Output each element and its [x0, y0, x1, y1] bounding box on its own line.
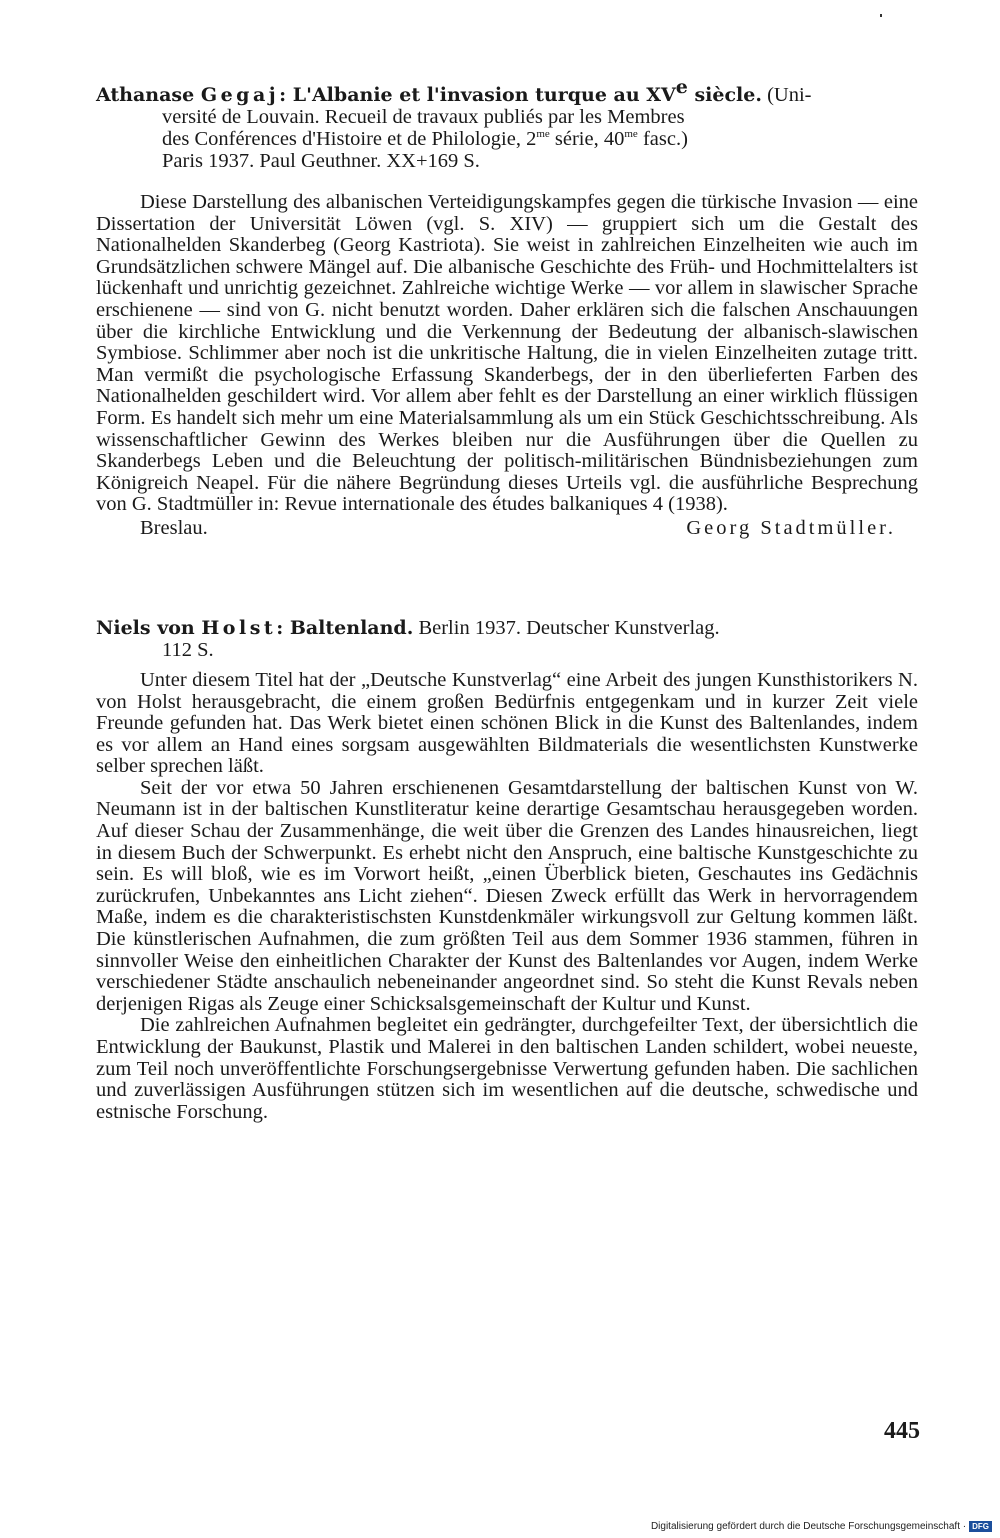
entry1-author: Athanase	[96, 84, 201, 106]
page-content	[96, 76, 918, 1123]
entry1-review	[96, 192, 918, 516]
entry2-paragraph-3: Die zahlreichen Aufnahmen begleitet ein gedrängter, durchgefeilter Text, der übersichtlich die Entwicklung der Baukunst, Plastik und Malerei in den baltischen Landen schildert, wobei neueste, zum Teil noch unveröffentlichte Forschungsergebnisse Verwertung gefunden haben. Die sachlichen und zuverlässigen Ausführungen stützen sich im wesentlichen auf die deutsche, schwedische und estnische Forschung.	[96, 1014, 918, 1123]
entry1-signature	[96, 517, 918, 539]
entry1-title: : L'Albanie et l'invasion turque au XV	[279, 84, 676, 106]
entry2-author-surname: Holst	[201, 616, 277, 639]
entry2-paragraph-1: Unter diesem Titel hat der „Deutsche Kunstverlag“ eine Arbeit des jungen Kunsthistorikers N. von Holst herausgebracht, die einem großen Bedürfnis entgegenkam und in kurzer Zeit viele Freunde gefunden hat. Das Werk bietet einen schönen Blick in die Kunst des Baltenlandes, indem es vor allem an Hand eines sorgsam ausgewählten Bildmaterials die wesentlichsten Kunstwerke selber sprechen läßt.	[96, 668, 918, 778]
entry1-pub-line3-b: série, 40	[549, 128, 625, 150]
entry1-author-surname: Gegaj	[200, 84, 280, 106]
entry2-pub-line1: Berlin 1937. Deutscher Kunstverlag.	[413, 616, 720, 639]
footer-text: Digitalisierung gefördert durch die Deutsche Forschungsgemeinschaft ·	[650, 1521, 967, 1532]
entry1-title-sup: e	[675, 76, 688, 99]
entry1-pub-line3-c: fasc.)	[637, 128, 688, 150]
entry2-title: : Baltenland.	[276, 616, 414, 639]
page-number: 445	[884, 1418, 920, 1444]
entry2-author: Niels von	[96, 616, 202, 639]
entry1-paragraph: Diese Darstellung des albanischen Verteidigungskampfes gegen die türkische Invasion — eine Dissertation der Universität Löwen (vgl. S. XIV) — gruppiert sich um die Gestalt des Nationalhelden Skanderbeg (Georg Kastriota). Sie weist in zahlreichen Einzelheiten wie auch im Grundsätzlichen schwere Mängel auf. Die albanische Geschichte des Früh- und Hochmittelalters ist lückenhaft und unrichtig gezeichnet. Zahlreiche wichtige Werke — vor allem in slawischer Sprache erschienene — sind von G. nicht benutzt worden. Daher erklären sich die falschen Anschauungen über die kirchliche Entwicklung und die Verkennung der Bedeutung der albanisch-slawischen Symbiose. Schlimmer aber noch ist die unkritische Haltung, die in vielen Einzelheiten zutage tritt. Man vermißt die psychologische Erfassung Skanderbegs, der in den überlieferten Farben des Nationalhelden geschildert wird. Vor allem aber fehlt es der Darstellung an einer wirklich flüssigen Form. Es handelt sich mehr um eine Materialsammlung als um ein Stück Geschichtsschreibung. Als wissenschaftlicher Gewinn des Werkes bleiben nur die Ausführungen über die Quellen zu Skanderbegs Leben und die Beleuchtung der politisch-militärischen Bündnisbeziehungen zum Königreich Neapel. Für die nähere Begründung dieses Urteils vgl. die ausführliche Besprechung von G. Stadtmüller in: Revue internationale des études balkaniques 4 (1938).	[96, 191, 918, 516]
entry1-pub-line2: versité de Louvain. Recueil de travaux publiés par les Membres	[162, 106, 685, 128]
entry2-review	[96, 670, 918, 1123]
entry1-pub-line3-sup: me	[536, 128, 550, 141]
entry2-heading	[96, 617, 918, 661]
entry1-place: Breslau.	[140, 516, 208, 539]
entry1-pub-line4: Paris 1937. Paul Geuthner. XX+169 S.	[162, 150, 480, 172]
entry1-pub-line1: (Uni-	[761, 84, 812, 106]
dfg-logo-icon: DFG	[969, 1521, 992, 1532]
scan-mark	[880, 14, 882, 17]
entry2-paragraph-2: Seit der vor etwa 50 Jahren erschienenen Gesamtdarstellung der baltischen Kunst von W. Neumann ist in der baltischen Kunstliteratur keine derartige Gesamtschau herausgegeben worden. Auf dieser Schau der Zusammenhänge, die weit über die Grenzen des Landes hinausreichen, liegt in diesem Buch der Schwerpunkt. Es erhebt nicht den Anspruch, eine baltische Kunstgeschichte zu sein. Es will bloß, wie es im Vorwort heißt, „einen Überblick bieten, Geschautes ins Gedächnis zurückrufen, Unbekanntes ans Licht ziehen“. Diesen Zweck erfüllt das Werk in hervorragendem Maße, indem es die charakteristischsten Kunstdenkmäler wirkungsvoll zur Geltung kommen läßt. Die künstlerischen Aufnahmen, die zum größten Teil aus dem Sommer 1936 stammen, führen in sinnvoller Weise den einheitlichen Charakter der Kunst des Baltenlandes vor Augen, indem Werke verschiedener Städte anschaulich nebeneinander angeordnet sind. So steht die Kunst Revals neben derjenigen Rigas als Zeuge einer Schicksalsgemeinschaft der Kultur und Kunst.	[96, 776, 918, 1015]
entry1-pub-line3-sup2: me	[624, 128, 638, 141]
entry1-title-end: siècle.	[687, 84, 762, 106]
entry2-pub-line2: 112 S.	[162, 638, 214, 661]
entry1-pub-line3	[96, 128, 918, 150]
entry1-heading	[96, 76, 918, 172]
entry1-pub-line3-a: des Conférences d'Histoire et de Philologie, 2	[162, 128, 537, 150]
digitization-footer	[651, 1521, 992, 1532]
entry1-reviewer: Georg Stadtmüller.	[686, 516, 896, 539]
